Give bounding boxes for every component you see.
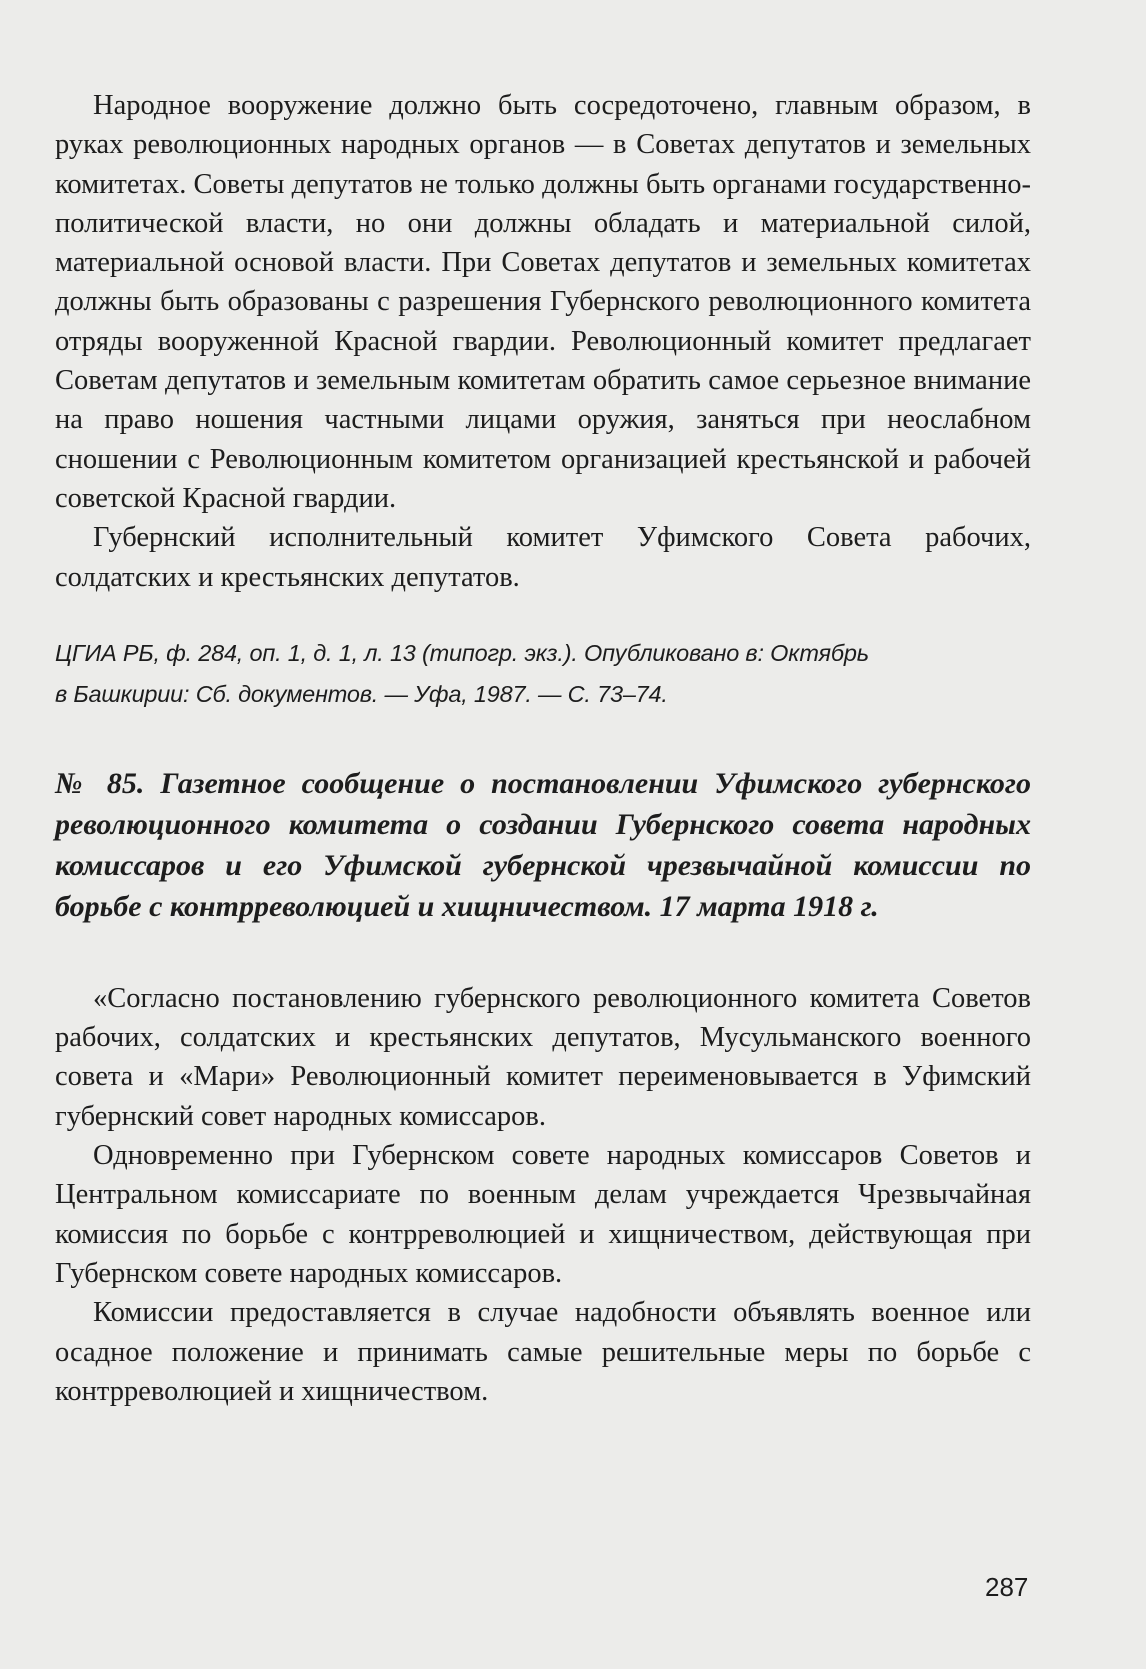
page-content — [55, 86, 1031, 1411]
body-paragraph: «Согласно постановлению губернского революционного комитета Советов рабочих, солдатских и крестьянских депутатов, Мусульманского военного совета и «Мари» Революционный комитет переименовывается в Уфимский губернский совет народных комиссаров. — [55, 982, 1031, 1132]
document-heading: № 85. Газетное сообщение о постановлении Уфимского губернского революционного комитета о создании Губернского совета народных комиссаров и его Уфимской губернской чрезвычайной комиссии по борьбе с контрреволюцией и хищничеством. 17 марта 1918 г. — [55, 766, 1031, 923]
body-paragraph: Одновременно при Губернском совете народных комиссаров Советов и Центральном комиссариате по военным делам учреждается Чрезвычайная комиссия по борьбе с контрреволюцией и хищничеством, действующая при Губернском совете народных комиссаров. — [55, 1140, 1031, 1289]
source-note-line: в Башкирии: Сб. документов. — Уфа, 1987. — С. 73–74. — [55, 680, 668, 707]
body-paragraph: Губернский исполнительный комитет Уфимского Совета рабочих, солдатских и крестьянских депутатов. — [55, 522, 1031, 593]
body-paragraph: Народное вооружение должно быть сосредоточено, главным образом, в руках революционных народных органов — в Советах депутатов и земельных комитетах. Советы депутатов не только должны быть органами государственно-политической власти, но они должны обладать и материальной силой, материальной основой власти. При Советах депутатов и земельных комитетах должны быть образованы с разрешения Губернского революционного комитета отряды вооруженной Красной гвардии. Революционный комитет предлагает Советам депутатов и земельным комитетам обратить самое серьезное внимание на право ношения частными лицами оружия, заняться при неослабном сношении с Революционным комитетом организацией крестьянской и рабочей советской Красной гвардии. — [55, 90, 1031, 514]
archival-source-note — [55, 633, 1031, 715]
source-note-line: ЦГИА РБ, ф. 284, оп. 1, д. 1, л. 13 (типогр. экз.). Опубликовано в: Октябрь — [55, 639, 869, 666]
page-number: 287 — [985, 1572, 1029, 1602]
body-paragraph: Комиссии предоставляется в случае надобности объявлять военное или осадное положение и принимать самые решительные меры по борьбе с контрреволюцией и хищничеством. — [55, 1297, 1031, 1407]
